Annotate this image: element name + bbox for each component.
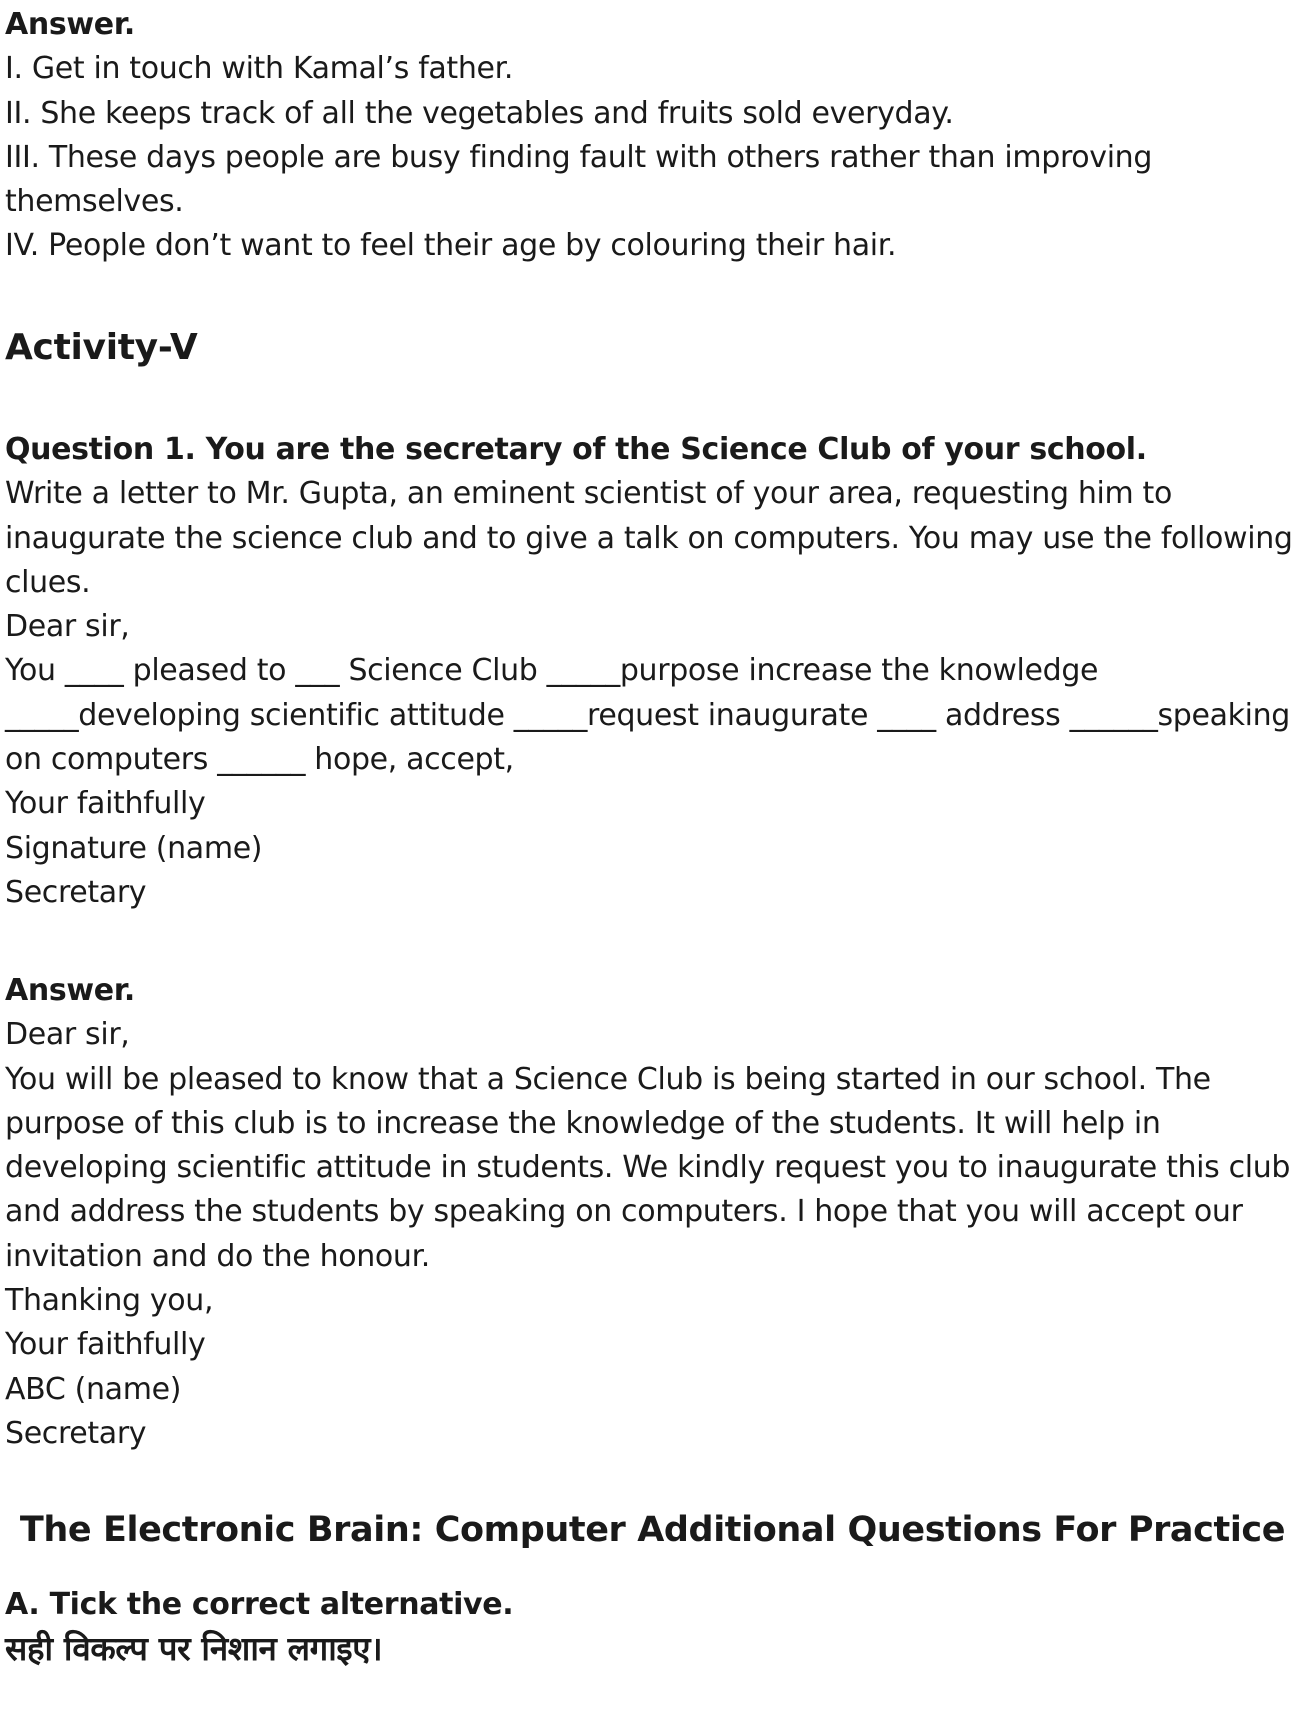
answer-line: developing scientific attitude in students. We kindly request you to inaugurate this club [5, 1150, 1291, 1186]
question-line: on computers ______ hope, accept, [5, 742, 514, 778]
question-line: inaugurate the science club and to give a talk on computers. You may use the following [5, 520, 1293, 556]
answer-line: Secretary [5, 1415, 147, 1451]
answer-line: III. These days people are busy finding fault with others rather than improving [5, 139, 1153, 175]
question-line: Write a letter to Mr. Gupta, an eminent scientist of your area, requesting him to [5, 476, 1172, 512]
answer-line: purpose of this club is to increase the knowledge of the students. It will help in [5, 1105, 1161, 1141]
answer-block-2 [5, 969, 1290, 1456]
answer-heading: Answer. [5, 7, 135, 42]
answer-line: invitation and do the honour. [5, 1238, 430, 1274]
question-block [5, 428, 1293, 915]
question-line: Secretary [5, 874, 147, 910]
question-heading: Question 1. You are the secretary of the Science Club of your school. [5, 432, 1147, 467]
practice-section-title: The Electronic Brain: Computer Additional Questions For Practice [19, 1510, 1286, 1550]
question-line: Signature (name) [5, 830, 263, 866]
answer-heading: Answer. [5, 973, 135, 1008]
answer-line: I. Get in touch with Kamal’s father. [5, 51, 514, 87]
answer-line: ABC (name) [5, 1371, 182, 1407]
answer-line: Dear sir, [5, 1017, 130, 1053]
answer-line: IV. People don’t want to feel their age by colouring their hair. [5, 228, 897, 264]
question-line: _____developing scientific attitude _____request inaugurate ____ address ______speaking [5, 697, 1290, 733]
answer-line: You will be pleased to know that a Science Club is being started in our school. The [5, 1061, 1211, 1097]
answer-block-1 [5, 3, 1152, 269]
section-a-hindi-heading: सही विकल्प पर निशान लगाइए। [5, 1629, 383, 1669]
answer-line: and address the students by speaking on computers. I hope that you will accept our [5, 1194, 1243, 1230]
activity-heading: Activity-V [5, 327, 198, 368]
question-line: Your faithfully [5, 786, 206, 822]
question-line: You ____ pleased to ___ Science Club _____purpose increase the knowledge [5, 653, 1099, 689]
answer-line: themselves. [5, 184, 184, 220]
answer-line: Your faithfully [5, 1327, 206, 1363]
answer-line: Thanking you, [5, 1283, 214, 1319]
section-a-block [5, 1583, 513, 1672]
question-line: clues. [5, 564, 91, 600]
section-a-heading: A. Tick the correct alternative. [5, 1587, 514, 1622]
question-line: Dear sir, [5, 609, 130, 645]
answer-line: II. She keeps track of all the vegetables and fruits sold everyday. [5, 95, 954, 131]
